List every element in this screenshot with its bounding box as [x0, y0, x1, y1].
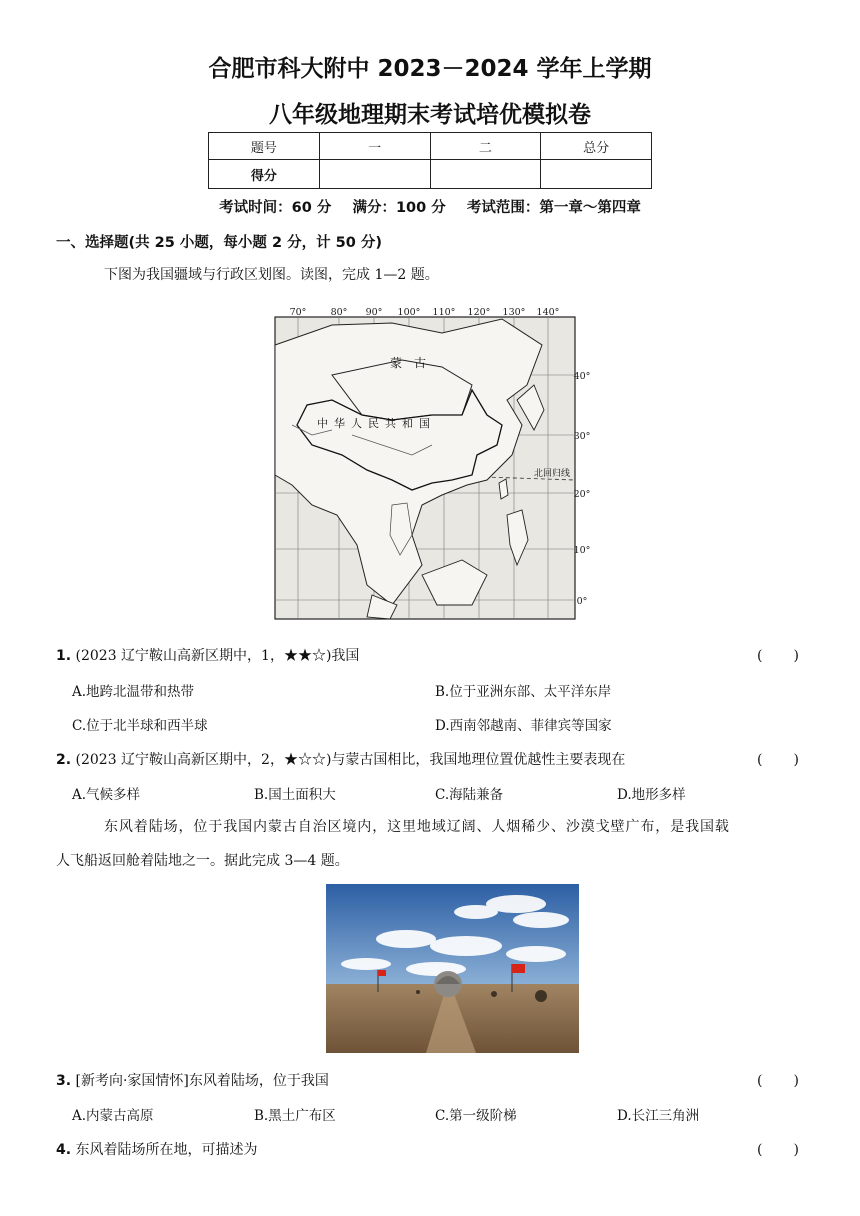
lat-label: 40°	[573, 371, 591, 382]
landing-site-photo	[326, 884, 579, 1053]
answer-blank[interactable]: ( )	[757, 648, 800, 664]
exam-full-score: 满分：100 分	[352, 200, 446, 216]
question-stem: 东风着陆场所在地，可描述为	[75, 1142, 258, 1158]
question-number: 3.	[56, 1073, 72, 1089]
option-b[interactable]: B.国土面积大	[254, 787, 336, 803]
lon-label: 90°	[365, 307, 383, 318]
map-label-china: 中华人民共和国	[317, 417, 436, 430]
lon-label: 140°	[536, 307, 560, 318]
score-cell-part1[interactable]	[319, 160, 430, 189]
intro-q1-2: 下图为我国疆域与行政区划图。读图，完成 1—2 题。	[104, 267, 439, 283]
lat-label: 10°	[573, 545, 591, 556]
score-header-part2: 二	[430, 133, 541, 160]
lon-label: 70°	[289, 307, 307, 318]
question-2	[56, 749, 625, 769]
option-a[interactable]: A.地跨北温带和热带	[72, 684, 195, 700]
option-b[interactable]: B.位于亚洲东部、太平洋东岸	[435, 684, 612, 700]
map-label-mongolia: 蒙 古	[390, 356, 427, 370]
question-stem: (2023 辽宁鞍山高新区期中，2，★☆☆)与蒙古国相比，我国地理位置优越性主要表现在	[75, 752, 626, 768]
exam-title-line2: 八年级地理期末考试培优模拟卷	[269, 102, 591, 128]
score-cell-total[interactable]	[541, 160, 652, 189]
question-3	[56, 1070, 329, 1090]
question-stem: [新考向·家国情怀]东风着陆场，位于我国	[75, 1073, 329, 1089]
option-d[interactable]: D.长江三角洲	[617, 1108, 700, 1124]
lon-label: 100°	[397, 307, 421, 318]
score-cell-part2[interactable]	[430, 160, 541, 189]
china-territory-map	[272, 305, 591, 621]
option-a[interactable]: A.气候多样	[72, 787, 141, 803]
lat-label: 20°	[573, 489, 591, 500]
question-number: 2.	[56, 752, 72, 768]
option-b[interactable]: B.黑土广布区	[254, 1108, 336, 1124]
answer-blank[interactable]: ( )	[757, 1073, 800, 1089]
option-d[interactable]: D.地形多样	[617, 787, 686, 803]
exam-scope: 考试范围：第一章～第四章	[466, 200, 641, 216]
answer-blank[interactable]: ( )	[757, 752, 800, 768]
lat-label: 0°	[576, 596, 588, 607]
option-c[interactable]: C.位于北半球和西半球	[72, 718, 208, 734]
exam-time: 考试时间：60 分	[219, 200, 332, 216]
question-1	[56, 645, 359, 665]
exam-title-line1: 合肥市科大附中 2023－2024 学年上学期	[208, 56, 652, 82]
lon-label: 80°	[330, 307, 348, 318]
passage-line2: 人飞船返回舱着陆地之一。据此完成 3—4 题。	[56, 853, 349, 869]
score-row-label: 得分	[209, 160, 320, 189]
map-label-tropic: 北回归线	[534, 469, 571, 479]
exam-meta	[0, 196, 860, 217]
lon-label: 120°	[467, 307, 491, 318]
option-c[interactable]: C.第一级阶梯	[435, 1108, 517, 1124]
option-c[interactable]: C.海陆兼备	[435, 787, 504, 803]
option-d[interactable]: D.西南邻越南、菲律宾等国家	[435, 718, 612, 734]
score-header-total: 总分	[541, 133, 652, 160]
question-4	[56, 1139, 258, 1159]
score-table	[208, 132, 652, 189]
question-number: 1.	[56, 648, 72, 664]
option-a[interactable]: A.内蒙古高原	[72, 1108, 154, 1124]
question-number: 4.	[56, 1142, 72, 1158]
score-header-part1: 一	[319, 133, 430, 160]
lat-label: 30°	[573, 431, 591, 442]
answer-blank[interactable]: ( )	[757, 1142, 800, 1158]
score-header-item: 题号	[209, 133, 320, 160]
lon-label: 130°	[502, 307, 526, 318]
lon-label: 110°	[432, 307, 456, 318]
section-heading: 一、选择题(共 25 小题，每小题 2 分，计 50 分)	[56, 235, 382, 251]
passage-line1: 东风着陆场，位于我国内蒙古自治区境内，这里地域辽阔、人烟稀少、沙漠戈壁广布，是我国载	[104, 819, 730, 835]
question-stem: (2023 辽宁鞍山高新区期中，1，★★☆)我国	[75, 648, 360, 664]
